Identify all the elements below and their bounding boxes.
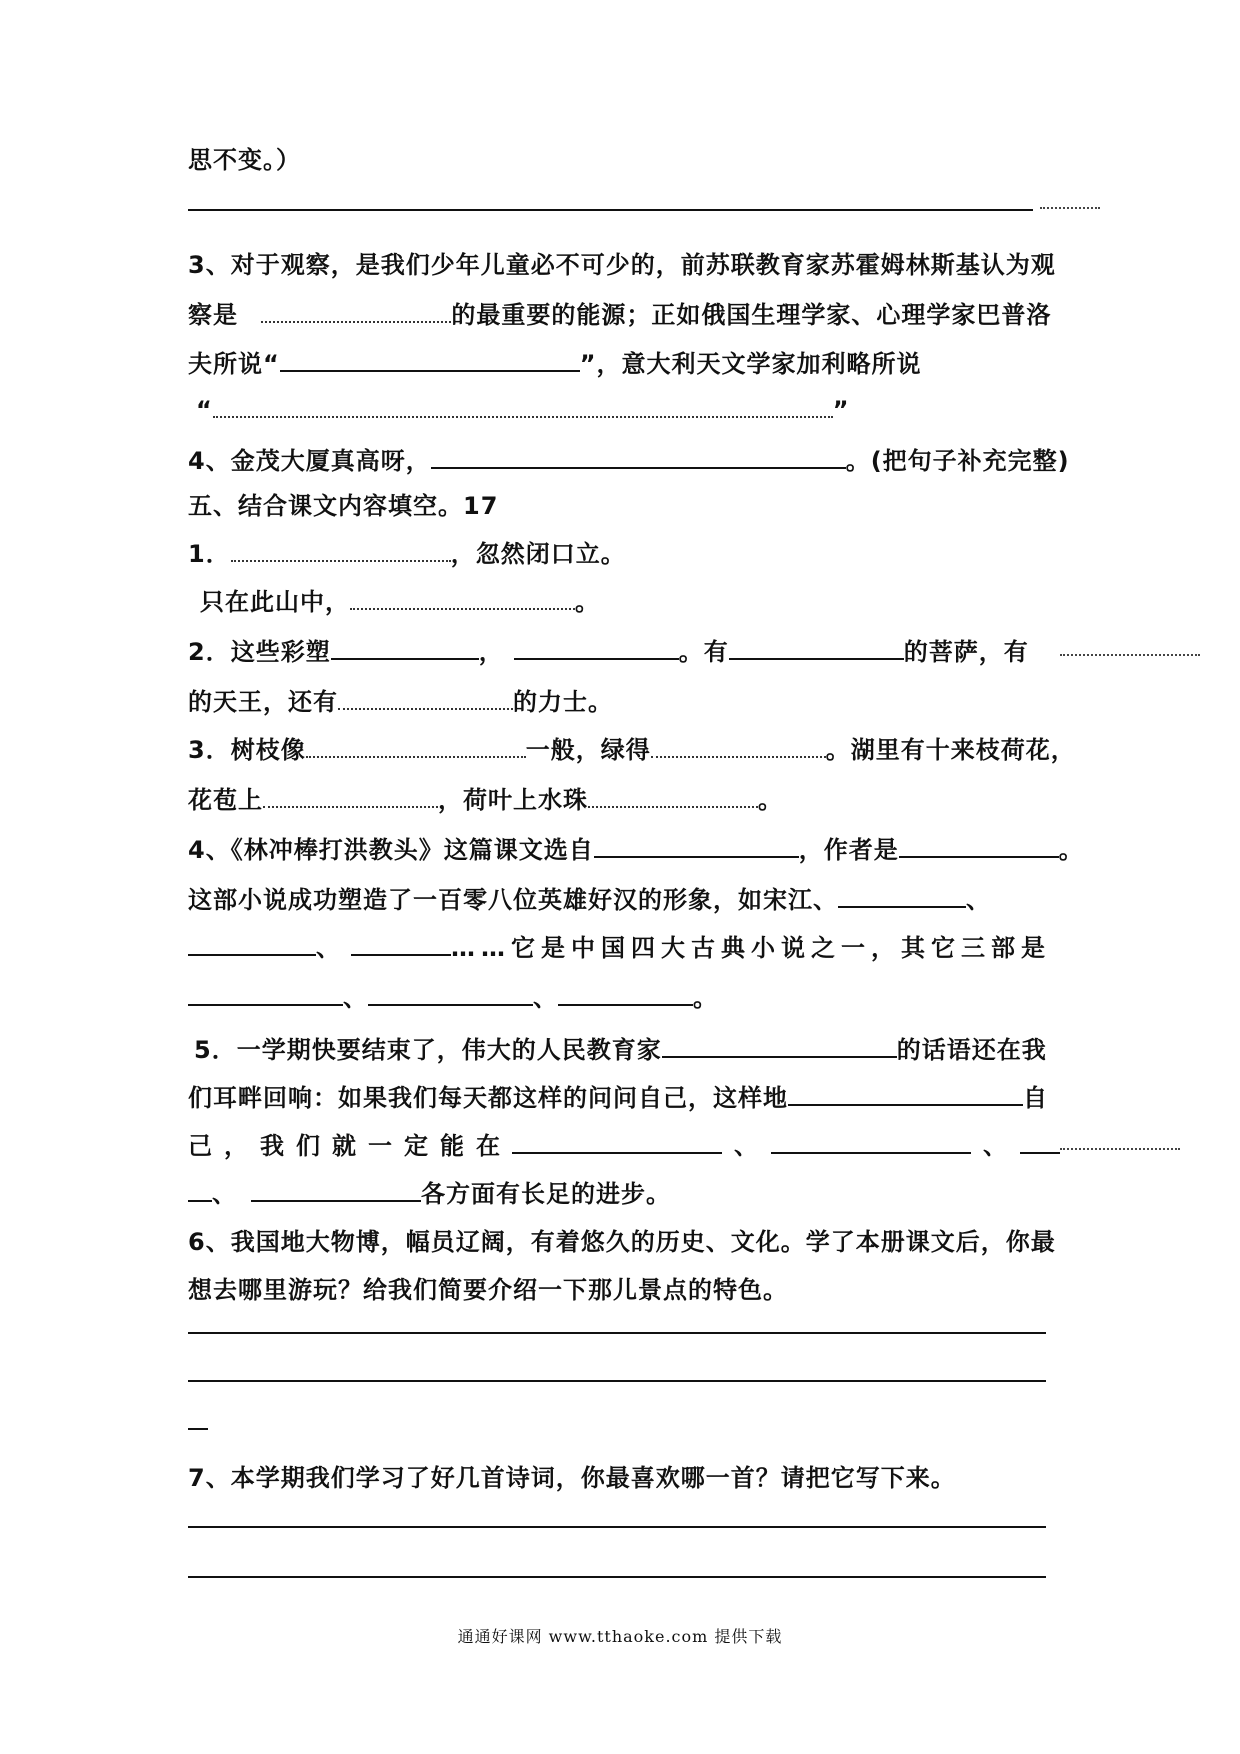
text: 1． bbox=[188, 540, 231, 568]
text: 。有 bbox=[678, 638, 729, 666]
text: 的力士。 bbox=[513, 688, 613, 716]
text: 4、金茂大厦真高呀， bbox=[188, 447, 431, 475]
text: 、 bbox=[533, 984, 558, 1012]
blank-field[interactable] bbox=[331, 634, 479, 660]
item-4-line-3 bbox=[188, 930, 1051, 966]
item-6-line-2 bbox=[188, 1272, 788, 1308]
text: 6、我国地大物博，幅员辽阔，有着悠久的历史、文化。学了本册课文后，你最 bbox=[188, 1228, 1056, 1256]
item-5-line-1 bbox=[194, 1032, 1047, 1068]
blank-field[interactable] bbox=[251, 1176, 421, 1202]
text: 、 bbox=[316, 934, 341, 962]
item-7-line-1 bbox=[188, 1460, 956, 1496]
text: 。 bbox=[1058, 836, 1084, 864]
text: ……它是中国四大古典小说之一，其它三部是 bbox=[451, 934, 1051, 962]
text: 一般，绿得 bbox=[525, 736, 651, 764]
text: 的菩萨，有 bbox=[903, 638, 1029, 666]
blank-field[interactable] bbox=[188, 930, 316, 956]
text: ，荷叶上水珠 bbox=[438, 786, 588, 814]
text: 五、结合课文内容填空。17 bbox=[188, 492, 499, 520]
text: 、 bbox=[966, 886, 991, 914]
blank-field[interactable] bbox=[662, 1032, 897, 1058]
blank-field[interactable] bbox=[261, 297, 451, 323]
item-2-line-1 bbox=[188, 634, 1029, 670]
text: 、 bbox=[212, 1180, 237, 1208]
blank-field[interactable] bbox=[514, 634, 679, 660]
blank-field[interactable] bbox=[788, 1080, 1023, 1106]
text: 。 bbox=[575, 588, 600, 616]
blank-field[interactable] bbox=[368, 980, 533, 1006]
blank-field[interactable] bbox=[838, 882, 966, 908]
blank-field[interactable] bbox=[651, 732, 826, 758]
text: ，作者是 bbox=[798, 836, 899, 864]
text: 花苞上 bbox=[188, 786, 263, 814]
text: 。湖里有十来枝荷花， bbox=[825, 736, 1076, 764]
text: 夫所说“ bbox=[188, 350, 280, 378]
answer-line[interactable] bbox=[188, 1526, 1046, 1528]
text: 的最重要的能源；正如俄国生理学家、心理学家巴普洛 bbox=[451, 301, 1052, 329]
answer-line[interactable] bbox=[188, 1380, 1046, 1382]
item-4-line-2 bbox=[188, 882, 991, 918]
question-3-line-4 bbox=[196, 392, 850, 428]
item-5-line-3 bbox=[188, 1128, 1060, 1164]
question-3-line-3 bbox=[188, 346, 922, 382]
text: ，忽然闭口立。 bbox=[450, 540, 626, 568]
question-4 bbox=[188, 443, 1070, 479]
blank-field[interactable] bbox=[263, 782, 438, 808]
answer-line[interactable] bbox=[188, 1576, 1046, 1578]
text: 这部小说成功塑造了一百零八位英雄好汉的形象，如宋江、 bbox=[188, 886, 838, 914]
text: 思不变。） bbox=[188, 146, 301, 174]
text: 各方面有长足的进步。 bbox=[421, 1180, 671, 1208]
text: 5．一学期快要结束了，伟大的人民教育家 bbox=[194, 1036, 662, 1064]
answer-line-stub[interactable] bbox=[188, 1428, 208, 1430]
item-2-line-2 bbox=[188, 684, 613, 720]
text: ， bbox=[478, 638, 504, 666]
blank-field[interactable] bbox=[588, 782, 758, 808]
text: ”，意大利天文学家加利略所说 bbox=[579, 350, 922, 378]
text: 的天王，还有 bbox=[188, 688, 338, 716]
item-6-line-1 bbox=[188, 1224, 1056, 1260]
item-4-line-4 bbox=[188, 980, 718, 1016]
text: 、 bbox=[734, 1132, 759, 1160]
blank-field[interactable] bbox=[338, 684, 513, 710]
item-3-line-2 bbox=[188, 782, 783, 818]
text: 自 bbox=[1023, 1084, 1048, 1112]
divider-rule bbox=[188, 209, 1033, 211]
text: 。 bbox=[693, 984, 718, 1012]
blank-field[interactable] bbox=[729, 634, 904, 660]
text: 只在此山中， bbox=[200, 588, 350, 616]
blank-field[interactable] bbox=[280, 346, 580, 372]
item-5-line-4 bbox=[188, 1176, 671, 1212]
item-1-line-2 bbox=[200, 584, 600, 620]
blank-field[interactable] bbox=[558, 980, 693, 1006]
text: “ bbox=[196, 396, 213, 424]
blank-field[interactable] bbox=[899, 832, 1059, 858]
item-5-line-2 bbox=[188, 1080, 1048, 1116]
dotted-mark bbox=[1060, 654, 1200, 656]
text: 想去哪里游玩？给我们简要介绍一下那儿景点的特色。 bbox=[188, 1276, 788, 1304]
text: 。 bbox=[758, 786, 783, 814]
item-3-line-1 bbox=[188, 732, 1076, 768]
text: 3．树枝像 bbox=[188, 736, 306, 764]
answer-line[interactable] bbox=[188, 1332, 1046, 1334]
text: 。(把句子补充完整) bbox=[845, 447, 1070, 475]
question-3-line-1 bbox=[188, 247, 1056, 283]
blank-field[interactable] bbox=[594, 832, 799, 858]
text: 、 bbox=[983, 1132, 1008, 1160]
blank-field[interactable] bbox=[306, 732, 526, 758]
blank-field[interactable] bbox=[351, 930, 451, 956]
blank-field[interactable] bbox=[431, 443, 846, 469]
blank-field[interactable] bbox=[188, 980, 343, 1006]
question-3-line-2 bbox=[188, 297, 1051, 333]
section-5-heading bbox=[188, 488, 498, 524]
dotted-mark bbox=[1040, 207, 1100, 209]
text: 们耳畔回响：如果我们每天都这样的问问自己，这样地 bbox=[188, 1084, 788, 1112]
text: 2．这些彩塑 bbox=[188, 638, 331, 666]
text: 察是 bbox=[188, 301, 238, 329]
blank-field[interactable] bbox=[350, 584, 575, 610]
blank-field[interactable] bbox=[771, 1128, 971, 1154]
item-4-line-1 bbox=[188, 832, 1084, 868]
blank-field[interactable] bbox=[188, 1176, 212, 1202]
blank-field[interactable] bbox=[1020, 1128, 1060, 1154]
item-1-line-1 bbox=[188, 536, 626, 572]
blank-field[interactable] bbox=[512, 1128, 722, 1154]
text: 己，我们就一定能在 bbox=[188, 1132, 512, 1160]
blank-field[interactable] bbox=[231, 536, 451, 562]
text: 、 bbox=[343, 984, 368, 1012]
dotted-mark bbox=[1060, 1148, 1180, 1150]
line-continuation bbox=[188, 142, 301, 178]
text: 的话语还在我 bbox=[896, 1036, 1047, 1064]
blank-field[interactable] bbox=[213, 392, 833, 418]
footer-credit: 通通好课网 www.tthaoke.com 提供下载 bbox=[457, 1627, 783, 1646]
text: 4、《林冲棒打洪教头》这篇课文选自 bbox=[188, 836, 594, 864]
text: 3、对于观察，是我们少年儿童必不可少的，前苏联教育家苏霍姆林斯基认为观 bbox=[188, 251, 1056, 279]
text: 7、本学期我们学习了好几首诗词，你最喜欢哪一首？请把它写下来。 bbox=[188, 1464, 956, 1492]
text: ” bbox=[832, 396, 850, 424]
